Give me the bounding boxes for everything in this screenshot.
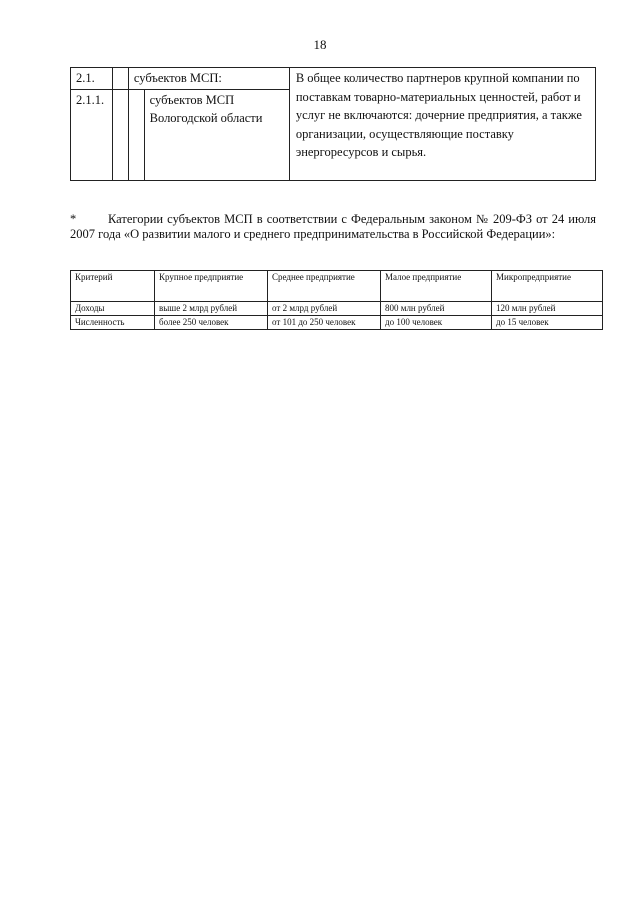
table-cell: 120 млн рублей bbox=[492, 302, 603, 316]
blank-cell bbox=[113, 89, 129, 180]
table-row bbox=[71, 302, 603, 316]
column-header: Среднее предприятие bbox=[268, 271, 381, 302]
sme-categories-table bbox=[70, 270, 603, 330]
table-cell: от 101 до 250 человек bbox=[268, 316, 381, 330]
row-number: 2.1.1. bbox=[71, 89, 113, 180]
table-cell: выше 2 млрд рублей bbox=[155, 302, 268, 316]
table-cell: Численность bbox=[71, 316, 155, 330]
footnote-text: Категории субъектов МСП в соответствии с Федеральным законом № 209-ФЗ от 24 июля 2007 года «О развитии малого и среднего предпринимательства в Российской Федерации»: bbox=[70, 212, 596, 241]
table-cell: от 2 млрд рублей bbox=[268, 302, 381, 316]
indicator-name: субъектов МСП: bbox=[128, 68, 289, 90]
blank-cell bbox=[113, 68, 129, 90]
table-cell: до 15 человек bbox=[492, 316, 603, 330]
table-cell: Доходы bbox=[71, 302, 155, 316]
table-cell: до 100 человек bbox=[381, 316, 492, 330]
table-cell: более 250 человек bbox=[155, 316, 268, 330]
column-header: Микропредприятие bbox=[492, 271, 603, 302]
table-cell: 800 млн рублей bbox=[381, 302, 492, 316]
footnote bbox=[70, 212, 596, 242]
indicator-note: В общее количество партнеров крупной компании по поставкам товарно-материальных ценностей, работ и услуг не включаются: дочерние предприятия, а также организации, осуществляющие поставку энергоресурсов и сырья. bbox=[289, 68, 595, 181]
column-header: Критерий bbox=[71, 271, 155, 302]
indicator-name: субъектов МСП Вологодской области bbox=[144, 89, 289, 180]
footnote-mark: * bbox=[70, 212, 77, 226]
blank-cell bbox=[128, 89, 144, 180]
page-number: 18 bbox=[313, 37, 327, 52]
column-header: Крупное предприятие bbox=[155, 271, 268, 302]
row-number: 2.1. bbox=[71, 68, 113, 90]
table-row bbox=[71, 68, 596, 90]
column-header: Малое предприятие bbox=[381, 271, 492, 302]
indicators-table bbox=[70, 67, 596, 181]
table-row bbox=[71, 316, 603, 330]
table-header-row bbox=[71, 271, 603, 302]
